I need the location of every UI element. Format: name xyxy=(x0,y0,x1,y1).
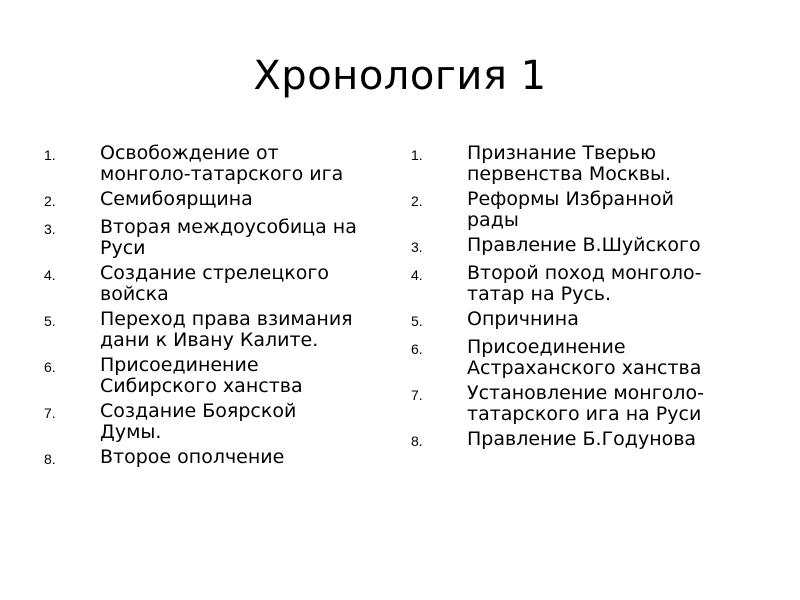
item-text: Признание Тверью первенства Москвы. xyxy=(467,142,672,185)
list-item xyxy=(44,263,394,305)
list-item xyxy=(411,143,771,185)
item-number: 2. xyxy=(44,193,56,209)
list-item xyxy=(44,143,394,185)
item-text: Создание Боярской Думы. xyxy=(100,400,297,443)
list-item xyxy=(411,383,771,425)
item-number: 8. xyxy=(411,433,423,449)
list-item xyxy=(44,189,394,213)
list-item xyxy=(411,189,771,231)
item-number: 5. xyxy=(44,313,56,329)
item-number: 2. xyxy=(411,193,423,209)
list-item xyxy=(44,401,394,443)
item-number: 1. xyxy=(44,147,56,163)
item-number: 5. xyxy=(411,313,423,329)
list-item xyxy=(411,263,771,305)
list-item xyxy=(411,309,771,333)
item-text: Второе ополчение xyxy=(100,446,285,468)
list-item xyxy=(411,429,771,453)
list-item xyxy=(44,309,394,351)
item-text: Вторая междоусобица на Руси xyxy=(100,216,357,259)
slide-title: Хронология 1 xyxy=(253,53,547,99)
item-text: Установление монголо- татарского ига на Руси xyxy=(467,382,704,425)
item-number: 3. xyxy=(44,221,56,237)
item-text: Присоединение Сибирского ханства xyxy=(100,354,303,397)
item-text: Переход права взимания дани к Ивану Калите. xyxy=(100,308,353,351)
item-text: Второй поход монголо- татар на Русь. xyxy=(467,262,702,305)
item-number: 3. xyxy=(411,239,423,255)
right-chronology-list xyxy=(411,143,771,457)
list-item xyxy=(44,447,394,471)
item-text: Правление В.Шуйского xyxy=(467,234,701,256)
item-number: 4. xyxy=(44,267,56,283)
item-number: 6. xyxy=(411,341,423,357)
item-text: Правление Б.Годунова xyxy=(467,428,697,450)
list-item xyxy=(44,355,394,397)
item-number: 8. xyxy=(44,451,56,467)
left-chronology-list xyxy=(44,143,394,475)
item-text: Семибоярщина xyxy=(100,188,253,210)
list-item xyxy=(411,337,771,379)
list-item xyxy=(411,235,771,259)
item-text: Опричнина xyxy=(467,308,579,330)
item-text: Присоединение Астраханского ханства xyxy=(467,336,702,379)
item-number: 7. xyxy=(44,405,56,421)
item-text: Реформы Избранной рады xyxy=(467,188,675,231)
item-text: Освобождение от монголо-татарского ига xyxy=(100,142,344,185)
item-number: 1. xyxy=(411,147,423,163)
item-number: 4. xyxy=(411,267,423,283)
item-text: Создание стрелецкого войска xyxy=(100,262,330,305)
item-number: 6. xyxy=(44,359,56,375)
list-item xyxy=(44,217,394,259)
item-number: 7. xyxy=(411,387,423,403)
